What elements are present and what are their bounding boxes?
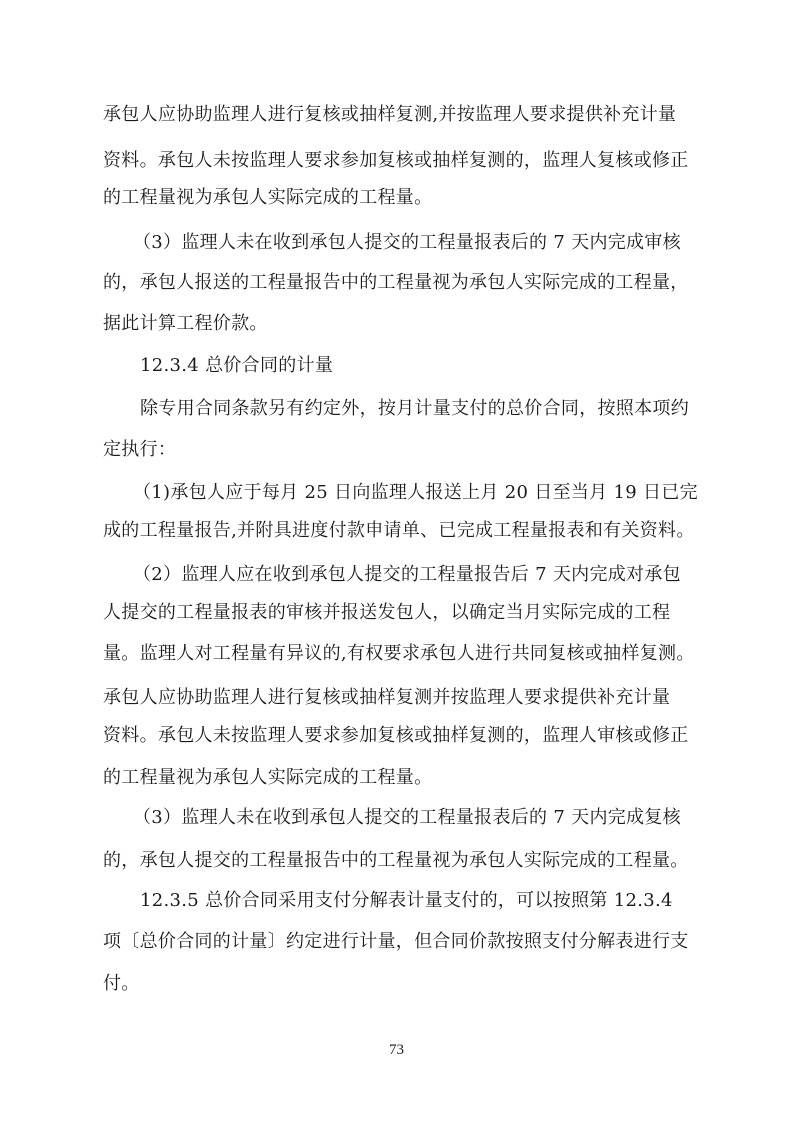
body-line: 承包人应协助监理人进行复核或抽样复测,并按监理人要求提供补充计量 (103, 104, 677, 125)
body-line: （3）监理人未在收到承包人提交的工程量报表后的 7 天内完成复核 (133, 807, 681, 828)
body-line: 除专用合同条款另有约定外，按月计量支付的总价合同，按照本项约 (140, 398, 689, 419)
body-line: 资料。承包人未按监理人要求参加复核或抽样复测的，监理人复核或修正 (103, 150, 689, 171)
section-heading: 12.3.4 总价合同的计量 (140, 355, 334, 376)
body-line: 的工程量视为承包人实际完成的工程量。 (103, 767, 433, 788)
body-line: 项〔总价合同的计量〕约定进行计量，但合同价款按照支付分解表进行支 (103, 931, 689, 952)
body-line: 量。监理人对工程量有异议的,有权要求承包人进行共同复核或抽样复测。 (103, 643, 695, 664)
body-line: （3）监理人未在收到承包人提交的工程量报表后的 7 天内完成审核 (133, 232, 681, 253)
body-line: 资料。承包人未按监理人要求参加复核或抽样复测的，监理人审核或修正 (103, 725, 689, 746)
body-line: （2）监理人应在收到承包人提交的工程量报告后 7 天内完成对承包 (133, 564, 681, 585)
body-line: 的，承包人提交的工程量报告中的工程量视为承包人实际完成的工程量。 (103, 850, 689, 871)
page-number: 73 (389, 1042, 404, 1058)
body-line: 定执行： (103, 439, 177, 460)
body-line: 成的工程量报告,并附具进度付款申请单、已完成工程量报表和有关资料。 (103, 520, 695, 541)
body-line: 的，承包人报送的工程量报告中的工程量视为承包人实际完成的工程量， (103, 272, 689, 293)
body-line: 的工程量视为承包人实际完成的工程量。 (103, 187, 433, 208)
body-line: 据此计算工程价款。 (103, 313, 268, 334)
section-heading: 12.3.5 总价合同采用支付分解表计量支付的，可以按照第 12.3.4 (140, 890, 673, 911)
body-line: 承包人应协助监理人进行复核或抽样复测并按监理人要求提供补充计量 (103, 687, 671, 708)
body-line: 人提交的工程量报表的审核并报送发包人，以确定当月实际完成的工程 (103, 602, 671, 623)
body-line: （1)承包人应于每月 25 日向监理人报送上月 20 日至当月 19 日已完 (133, 482, 698, 503)
body-line: 付。 (103, 973, 140, 994)
